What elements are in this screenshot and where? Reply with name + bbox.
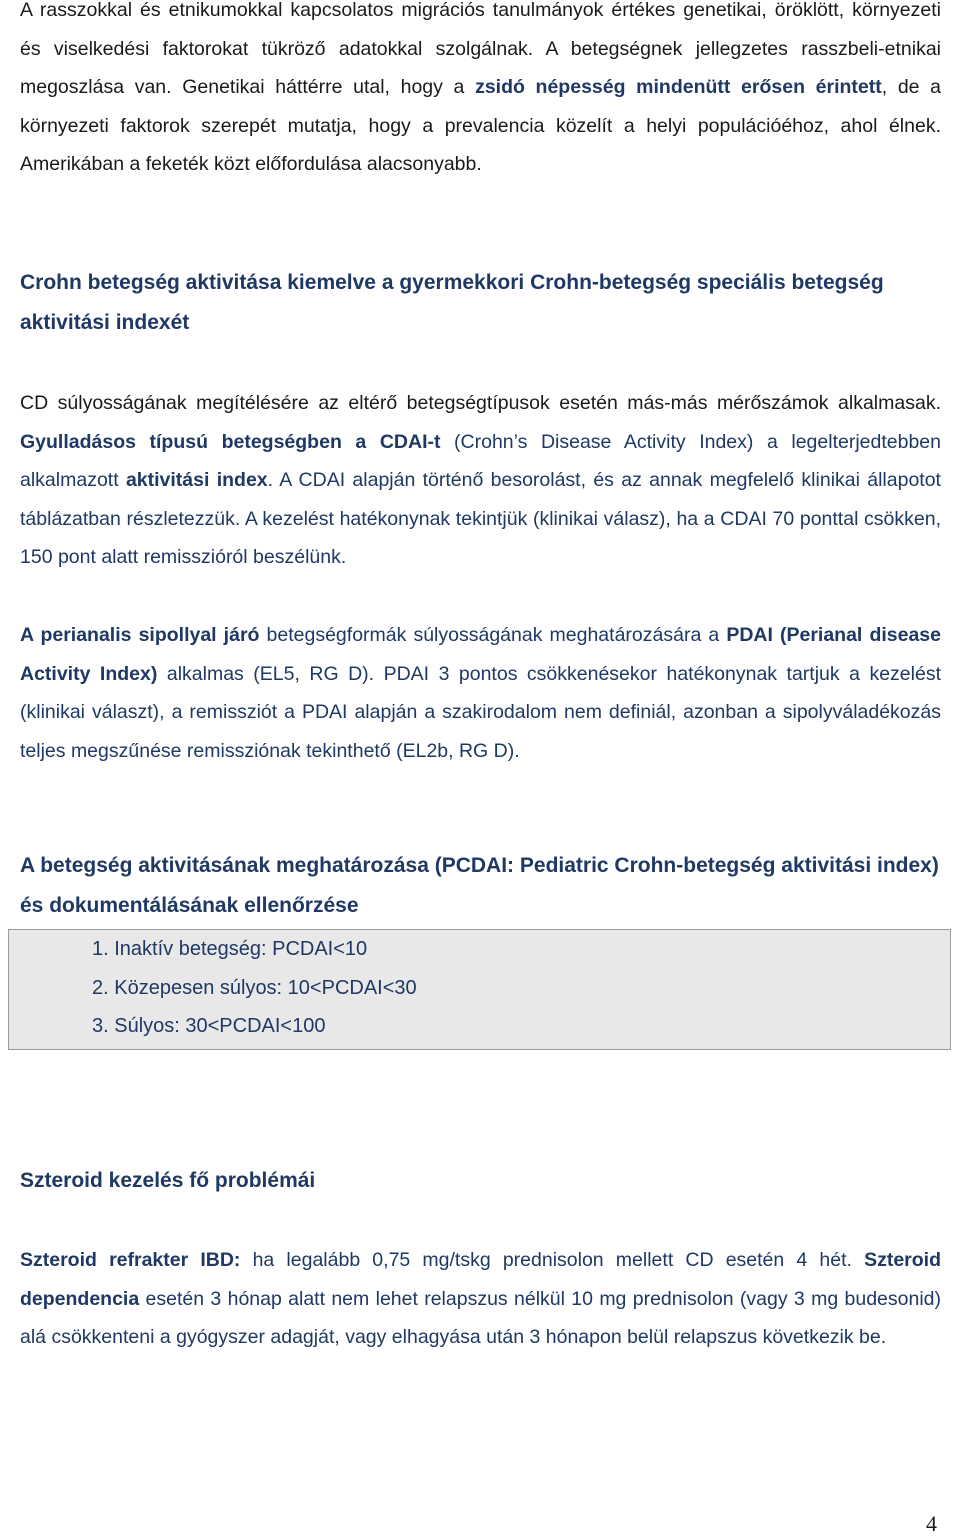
pcdai-list — [92, 930, 417, 1046]
pcdai-list-item: 3. Súlyos: 30<PCDAI<100 — [92, 1015, 326, 1038]
paragraph-pdai: A perianalis sipollyal járó betegségformák súlyosságának meghatározására a PDAI (Perianal disease Activity Index) alkalmas (EL5, RG D). PDAI 3 pontos csökkenésekor hatékonynak tartjuk a kezelést (klinikai választ), a remissziót a PDAI alapján a szakirodalom nem definiál, azonban a sipolyváladékozás teljes megszűnése remissziónak tekinthető (EL2b, RG D). — [20, 624, 941, 762]
paragraph-migration: A rasszokkal és etnikumokkal kapcsolatos migrációs tanulmányok értékes genetikai, öröklött, környezeti és viselkedési faktorokat tükröző adatokkal szolgálnak. A betegségnek jellegzetes rasszbeli-etnikai megoszlása van. Genetikai háttérre utal, hogy a zsidó népesség mindenütt erősen érintett, de a környezeti faktorok szerepét mutatja, hogy a prevalencia közelít a helyi populációéhoz, ahol élnek. Amerikában a feketék közt előfordulása alacsonyabb. — [20, 0, 942, 176]
pcdai-list-item: 2. Közepesen súlyos: 10<PCDAI<30 — [92, 976, 417, 999]
pcdai-classification-box — [8, 929, 951, 1050]
section-heading-pcdai: A betegség aktivitásának meghatározása (PCDAI: Pediatric Crohn-betegség aktivitási index) és dokumentálásának ellenőrzése — [20, 854, 939, 917]
paragraph-cdai: CD súlyosságának megítélésére az eltérő betegségtípusok esetén más-más mérőszámok alkalmasak. Gyulladásos típusú betegségben a CDAI-t (Crohn’s Disease Activity Index) a legelterjedtebben alkalmazott aktivitási index. A CDAI alapján történő besorolást, és az annak megfelelő klinikai állapotot táblázatban részletezzük. A kezelést hatékonynak tekintjük (klinikai válasz), ha a CDAI 70 ponttal csökken, 150 pont alatt remisszióról beszélünk. — [20, 392, 941, 569]
paragraph-steroid: Szteroid refrakter IBD: ha legalább 0,75 mg/tskg prednisolon mellett CD esetén 4 hét. Szteroid dependencia esetén 3 hónap alatt nem lehet relapszus nélkül 10 mg prednisolon (vagy 3 mg budesonid) alá csökkenteni a gyógyszer adagját, vagy elhagyása után 3 hónapon belül relapszus következik be. — [20, 1249, 941, 1349]
pcdai-list-item: 1. Inaktív betegség: PCDAI<10 — [92, 938, 368, 960]
page-number: 4 — [926, 1511, 937, 1536]
section-heading-steroid: Szteroid kezelés fő problémái — [20, 1169, 316, 1192]
section-heading-activity: Crohn betegség aktivitása kiemelve a gyermekkori Crohn-betegség speciális betegség aktivitási indexét — [20, 271, 884, 334]
